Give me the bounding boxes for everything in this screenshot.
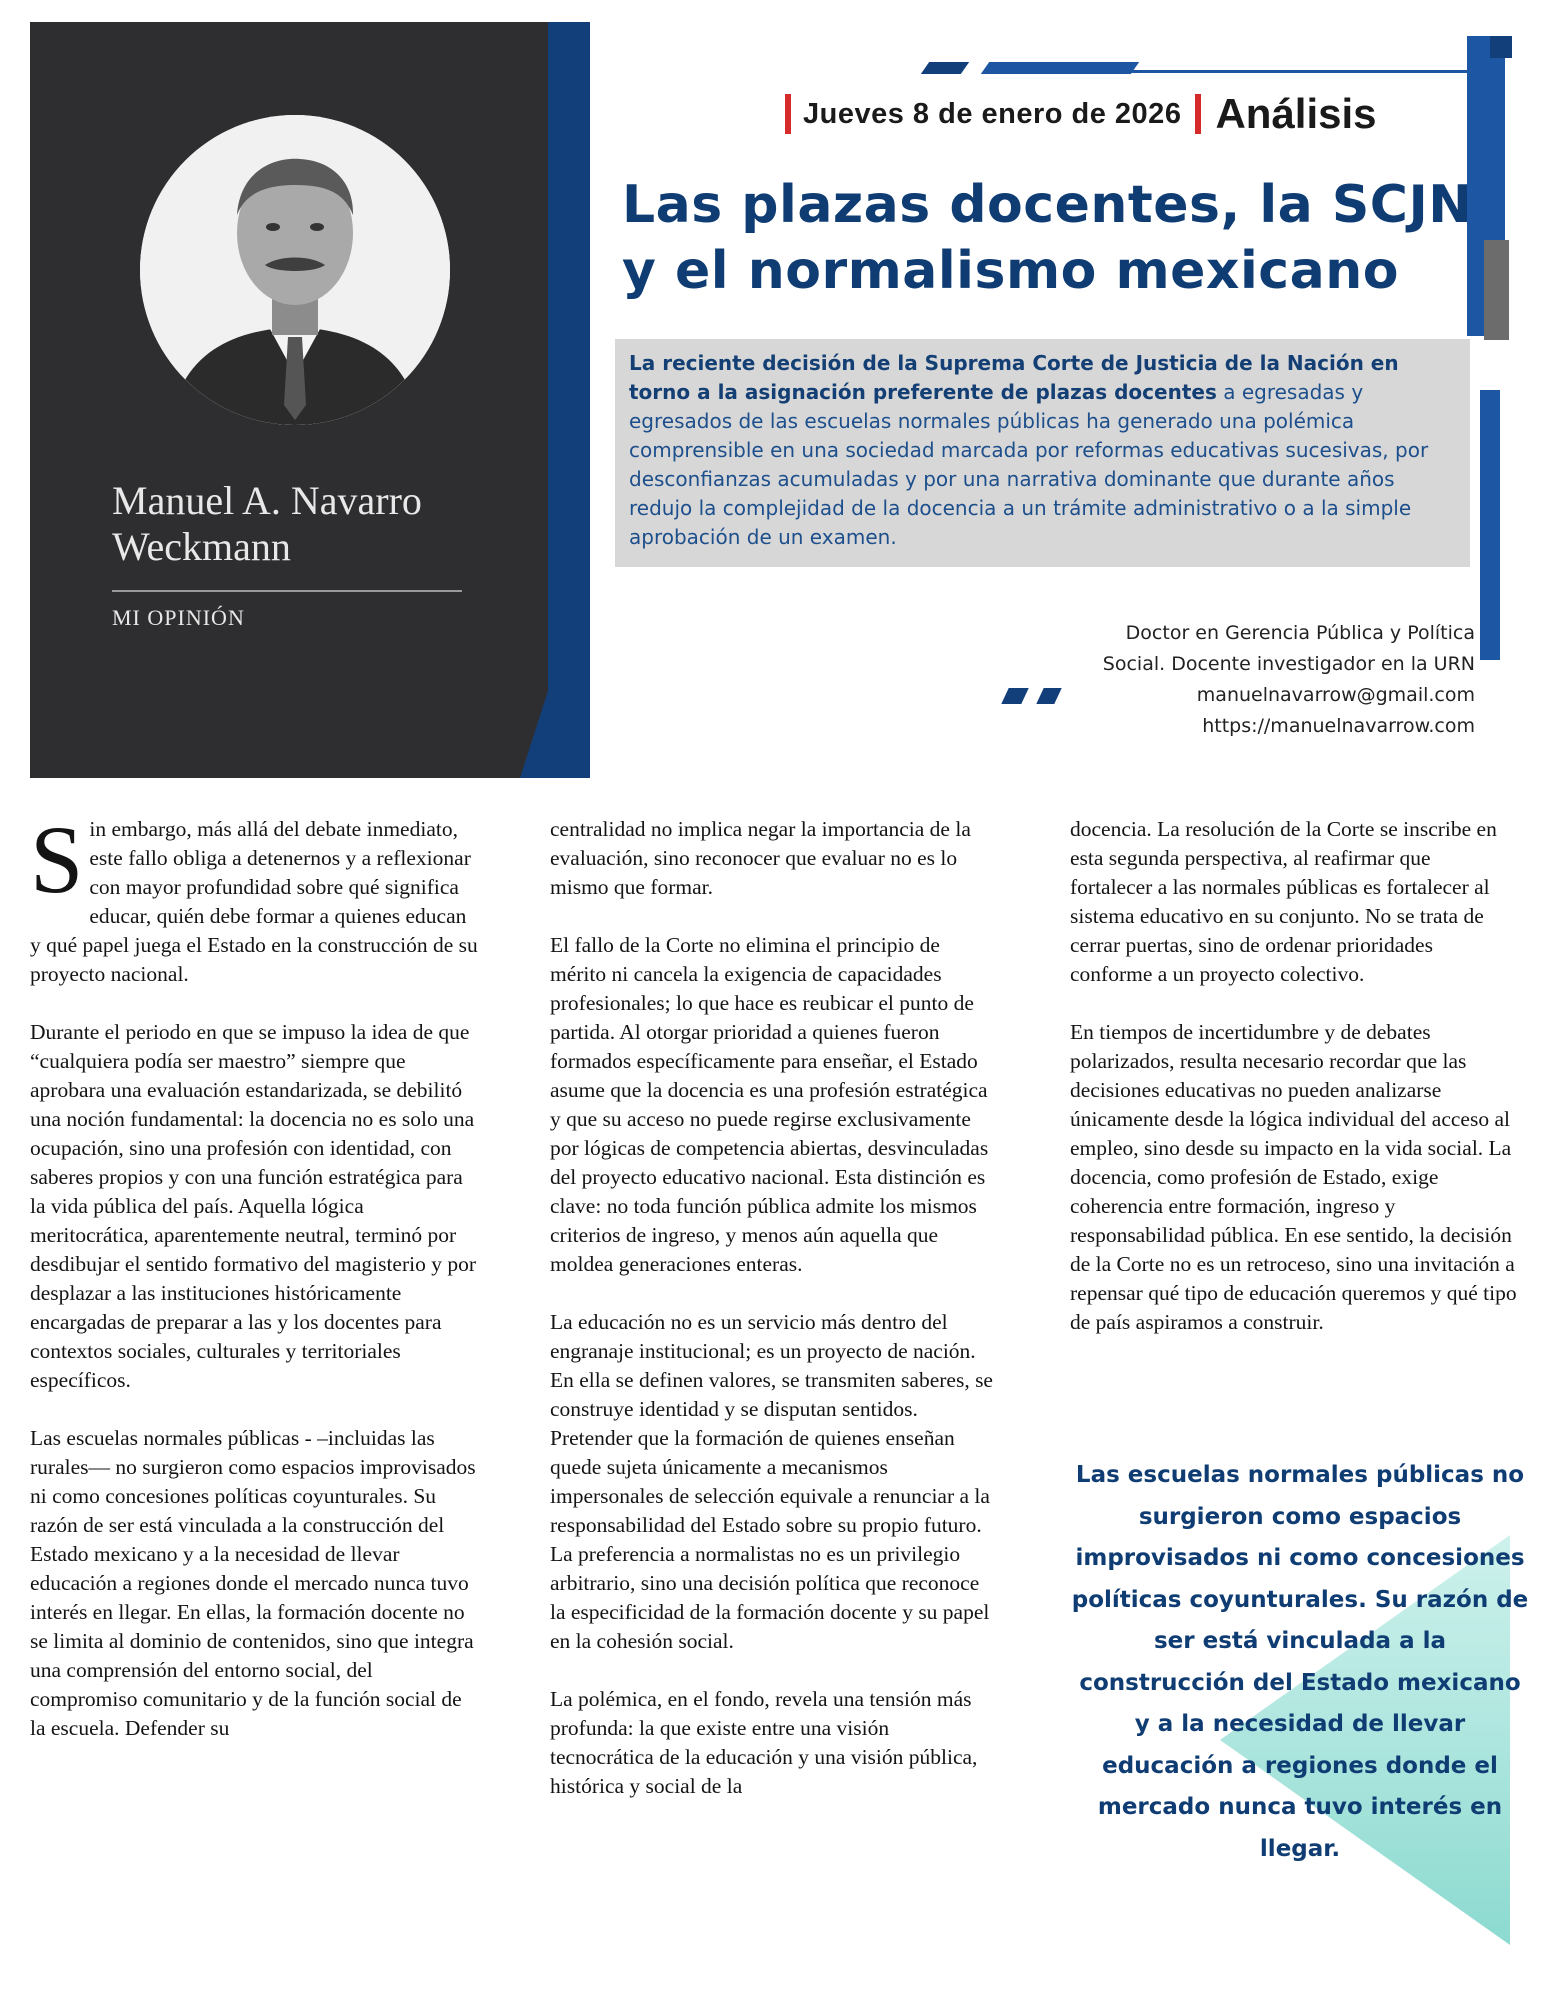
paragraph: Las escuelas normales públicas - –incluidas las rurales— no surgieron como espacios improvisados ni como concesiones políticas coyunturales. Su razón de ser está vinculada a la construcción del Estado mexicano y a la necesidad de llevar educación a regiones donde el mercado nunca tuvo interés en llegar. En ellas, la formación docente no se limita al dominio de contenidos, sino que integra una comprensión del entorno social, del compromiso comunitario y de la función social de la escuela. Defender su (30, 1426, 476, 1740)
deco-stripe (921, 62, 969, 74)
column-2 (550, 815, 998, 1830)
author-divider (112, 590, 462, 592)
author-name: Manuel A. Navarro Weckmann (112, 478, 422, 569)
paragraph: Sin embargo, más allá del debate inmediato, este fallo obliga a detenernos y a reflexionar con mayor profundidad sobre qué significa educar, quién debe formar a quienes educan y qué papel juega el Estado en la construcción de su proyecto nacional. (30, 806, 478, 986)
author-portrait-icon (140, 115, 450, 425)
red-marker (1195, 94, 1201, 134)
lead-bold: La reciente decisión de la Suprema Corte de Justicia de la Nación en torno a la asignación preferente de plazas docentes (629, 351, 1399, 404)
author-section-label: MI OPINIÓN (112, 605, 245, 630)
lead-box (615, 339, 1470, 567)
publication-date: Jueves 8 de enero de 2026 (803, 97, 1182, 130)
paragraph: En tiempos de incertidumbre y de debates polarizados, resulta necesario recordar que las decisiones educativas no pueden analizarse únicamente desde la lógica individual del acceso al empleo, sino desde su impacto en la vida social. La docencia, como profesión de Estado, exige coherencia entre formación, ingreso y responsabilidad pública. En ese sentido, la decisión de la Corte no es un retroceso, sino una invitación a repensar qué tipo de educación queremos y qué tipo de país aspiramos a construir. (1070, 1020, 1517, 1334)
red-marker (785, 94, 791, 134)
pullquote-area (1070, 1455, 1530, 1915)
deco-bar (1484, 240, 1509, 340)
section-name: Análisis (1215, 90, 1377, 137)
deco-stripe (981, 62, 1139, 74)
paragraph: La polémica, en el fondo, revela una tensión más profunda: la que existe entre una visión tecnocrática de la educación y una visión pública, histórica y social de la (550, 1687, 978, 1798)
paragraph: El fallo de la Corte no elimina el principio de mérito ni cancela la exigencia de capacidades profesionales; lo que hace es reubicar el punto de partida. Al otorgar prioridad a quienes fueron formados específicamente para enseñar, el Estado asume que la docencia es una profesión estratégica y que su acceso no puede regirse exclusivamente por lógicas de competencia abiertas, desvinculadas del proyecto educativo nacional. Esta distinción es clave: no toda función pública admite los mismos criterios de ingreso, y menos aún aquella que moldea generaciones enteras. (550, 933, 989, 1276)
paragraph: Durante el periodo en que se impuso la idea de que “cualquiera podía ser maestro” siempre que aprobara una evaluación estandarizada, se debilitó una noción fundamental: la docencia no es solo una ocupación, sino una profesión con identidad, con saberes propios y con una función estratégica para la vida pública del país. Aquella lógica meritocrática, aparentemente neutral, terminó por desdibujar el sentido formativo del magisterio y por desplazar a las instituciones históricamente encargadas de preparar a las y los docentes para contextos sociales, culturales y territoriales específicos. (30, 1020, 477, 1392)
deco-square (1490, 36, 1512, 58)
pullquote: Las escuelas normales públicas no surgieron como espacios improvisados ni como concesiones políticas coyunturales. Su razón de ser está vinculada a la construcción del Estado mexicano y a la necesidad de llevar educación a regiones donde el mercado nunca tuvo interés en llegar. (1071, 1462, 1529, 1862)
column-3 (1070, 815, 1518, 1366)
column-1 (30, 806, 478, 1772)
deco-line (1130, 70, 1490, 73)
author-website[interactable]: https://manuelnavarrow.com (1202, 715, 1475, 737)
headline: Las plazas docentes, la SCJN y el normalismo mexicano (622, 175, 1473, 301)
drop-cap: S (30, 806, 84, 913)
lead-rest: a egresadas y egresados de las escuelas normales públicas ha generado una polémica comprensible en una sociedad marcada por reformas educativas sucesivas, por desconfianzas acumuladas y por una narrativa dominante que durante años redujo la complejidad de la docencia a un trámite administrativo o a la simple aprobación de un examen. (629, 380, 1429, 549)
bio-line: Social. Docente investigador en la URN (1102, 653, 1475, 675)
date-bar (785, 92, 1377, 136)
author-bio (955, 618, 1475, 742)
paragraph: centralidad no implica negar la importancia de la evaluación, sino reconocer que evaluar no es lo mismo que formar. (550, 817, 971, 899)
paragraph: docencia. La resolución de la Corte se inscribe en esta segunda perspectiva, al reafirmar que fortalecer a las normales públicas es fortalecer al sistema educativo en su conjunto. No se trata de cerrar puertas, sino de ordenar prioridades conforme a un proyecto colectivo. (1070, 817, 1497, 986)
paragraph: La educación no es un servicio más dentro del engranaje institucional; es un proyecto de nación. En ella se definen valores, se transmiten saberes, se construye identidad y se disputan sentidos. Pretender que la formación de quienes enseñan quede sujeta únicamente a mecanismos impersonales de selección equivale a renunciar a la responsabilidad del Estado sobre su propio futuro. La preferencia a normalistas no es un privilegio arbitrario, sino una decisión política que reconoce la especificidad de la formación docente y su papel en la cohesión social. (550, 1310, 993, 1653)
author-email[interactable]: manuelnavarrow@gmail.com (1196, 684, 1475, 706)
deco-bar (1480, 390, 1500, 660)
author-photo (140, 115, 450, 425)
bio-line: Doctor en Gerencia Pública y Política (1125, 622, 1475, 644)
